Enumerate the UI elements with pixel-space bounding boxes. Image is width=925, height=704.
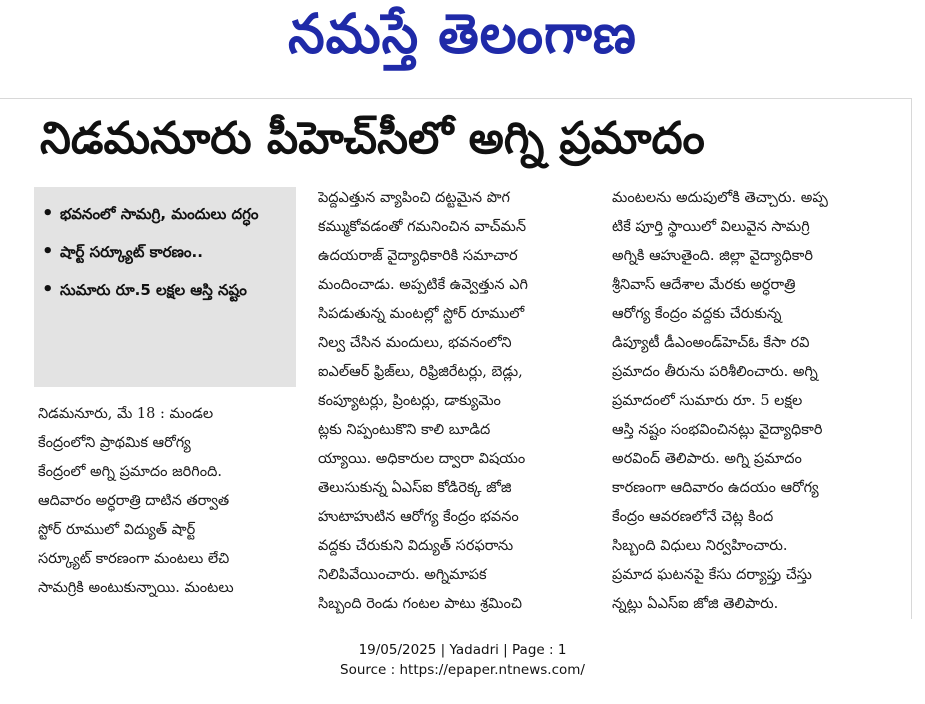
text-line: ట్లకు నిప్పంటుకొని కాలి బూడిద [318, 422, 491, 438]
highlight-item [42, 273, 288, 307]
text-line: సిబ్బంది రెండు గంటల పాటు శ్రమించి [318, 596, 522, 612]
article-headline: నిడమనూరు పీహెచ్‌సీలో అగ్ని ప్రమాదం [40, 113, 705, 164]
text-line: శ్రీనివాస్ ఆదేశాల మేరకు అర్ధరాత్రి [612, 277, 796, 293]
highlight-item [42, 235, 288, 269]
text-line: నిడమనూరు, మే 18 : మండల [38, 406, 214, 422]
text-line: ఆదివారం అర్ధరాత్రి దాటిన తర్వాత [38, 493, 230, 509]
page-footer [0, 640, 925, 680]
highlight-text: భవనంలో సామగ్రి, మందులు దగ్ధం [60, 205, 259, 223]
text-line: కారణంగా ఆదివారం ఉదయం ఆరోగ్య [612, 480, 819, 496]
text-line: కేంద్రంలో అగ్ని ప్రమాదం జరిగింది. [38, 464, 222, 480]
highlight-item [42, 197, 288, 231]
article-column-2 [318, 184, 590, 619]
text-line: ప్రమాదంలో సుమారు రూ. 5 లక్షల [612, 393, 803, 409]
highlight-text: సుమారు రూ.5 లక్షల ఆస్తి నష్టం [60, 281, 247, 299]
text-line: కమ్ముకోవడంతో గమనించిన వాచ్‌మన్ [318, 219, 527, 235]
text-line: య్యాయి. అధికారుల ద్వారా విషయం [318, 451, 526, 467]
masthead [0, 2, 925, 76]
text-line: స్టోర్ రూములో విద్యుత్ షార్ట్ [38, 522, 196, 538]
text-line: కేంద్రంలోని ప్రాథమిక ఆరోగ్య [38, 435, 191, 451]
text-line: ఆస్తి నష్టం సంభవించినట్లు వైద్యాధికారి [612, 422, 823, 438]
text-line: ఆరోగ్య కేంద్రం వద్దకు చేరుకున్న [612, 306, 782, 322]
text-line: వద్దకు చేరుకుని విద్యుత్ సరఫరాను [318, 538, 514, 554]
text-line: ఉదయరాజ్ వైద్యాధికారికి సమాచార [318, 248, 518, 264]
bullet-icon: • [42, 241, 54, 262]
highlights-box [34, 187, 296, 387]
text-line: డిప్యూటీ డీఎంఅండ్‌హెచ్‌ఓ కేసా రవి [612, 335, 810, 351]
bullet-icon: • [42, 203, 54, 224]
text-line: నిలిపివేయించారు. అగ్నిమాపక [318, 567, 487, 583]
text-line: కంప్యూటర్లు, ప్రింటర్లు, డాక్యుమెం [318, 393, 501, 409]
text-line: సిబ్బంది విధులు నిర్వహించారు. [612, 538, 788, 554]
text-line: నిల్వ చేసిన మందులు, భవనంలోని [318, 335, 512, 351]
article-column-1 [38, 400, 300, 603]
edition-info: 19/05/2025 | Yadadri | Page : 1 [358, 642, 567, 658]
article-column-3 [612, 184, 890, 619]
bullet-icon: • [42, 279, 54, 300]
text-line: ఐఎల్‌ఆర్ ఫ్రిజ్‌లు, రిఫ్రిజిరేటర్లు, బెడ్లు, [318, 364, 523, 380]
text-line: అగ్నికి ఆహుతైంది. జిల్లా వైద్యాధికారి [612, 248, 813, 264]
text-line: సిపడుతున్న మంటల్లో స్టోర్ రూములో [318, 306, 525, 322]
text-line: న్నట్లు ఏఎస్‌ఐ జోజి తెలిపారు. [612, 596, 779, 612]
text-line: కేంద్రం ఆవరణలోనే చెట్ల కింద [612, 509, 774, 525]
text-line: ప్రమాదం తీరును పరిశీలించారు. అగ్ని [612, 364, 818, 380]
text-line: తెలుసుకున్న ఏఎస్‌ఐ కోడిరెక్క జోజి [318, 480, 512, 496]
text-line: ప్రమాద ఘటనపై కేసు దర్యాప్తు చేస్తు [612, 567, 812, 583]
highlight-text: షార్ట్ సర్క్యూట్ కారణం.. [60, 243, 203, 261]
text-line: మంటలను అదుపులోకి తెచ్చారు. అప్ప [612, 190, 828, 206]
text-line: హుటాహుటిన ఆరోగ్య కేంద్రం భవనం [318, 509, 519, 525]
text-line: అరవింద్ తెలిపారు. అగ్ని ప్రమాదం [612, 451, 802, 467]
source-link[interactable]: Source : https://epaper.ntnews.com/ [340, 662, 585, 678]
text-line: సర్క్యూట్ కారణంగా మంటలు లేచి [38, 551, 230, 567]
text-line: పెద్దఎత్తున వ్యాపించి దట్టమైన పొగ [318, 190, 510, 206]
text-line: మందించాడు. అప్పటికే ఉవ్వెత్తున ఎగి [318, 277, 528, 293]
masthead-title: నమస్తే తెలంగాణ [288, 2, 637, 66]
text-line: టికే పూర్తి స్థాయిలో విలువైన సామగ్రి [612, 219, 810, 235]
text-line: సామగ్రికి అంటుకున్నాయి. మంటలు [38, 580, 234, 596]
